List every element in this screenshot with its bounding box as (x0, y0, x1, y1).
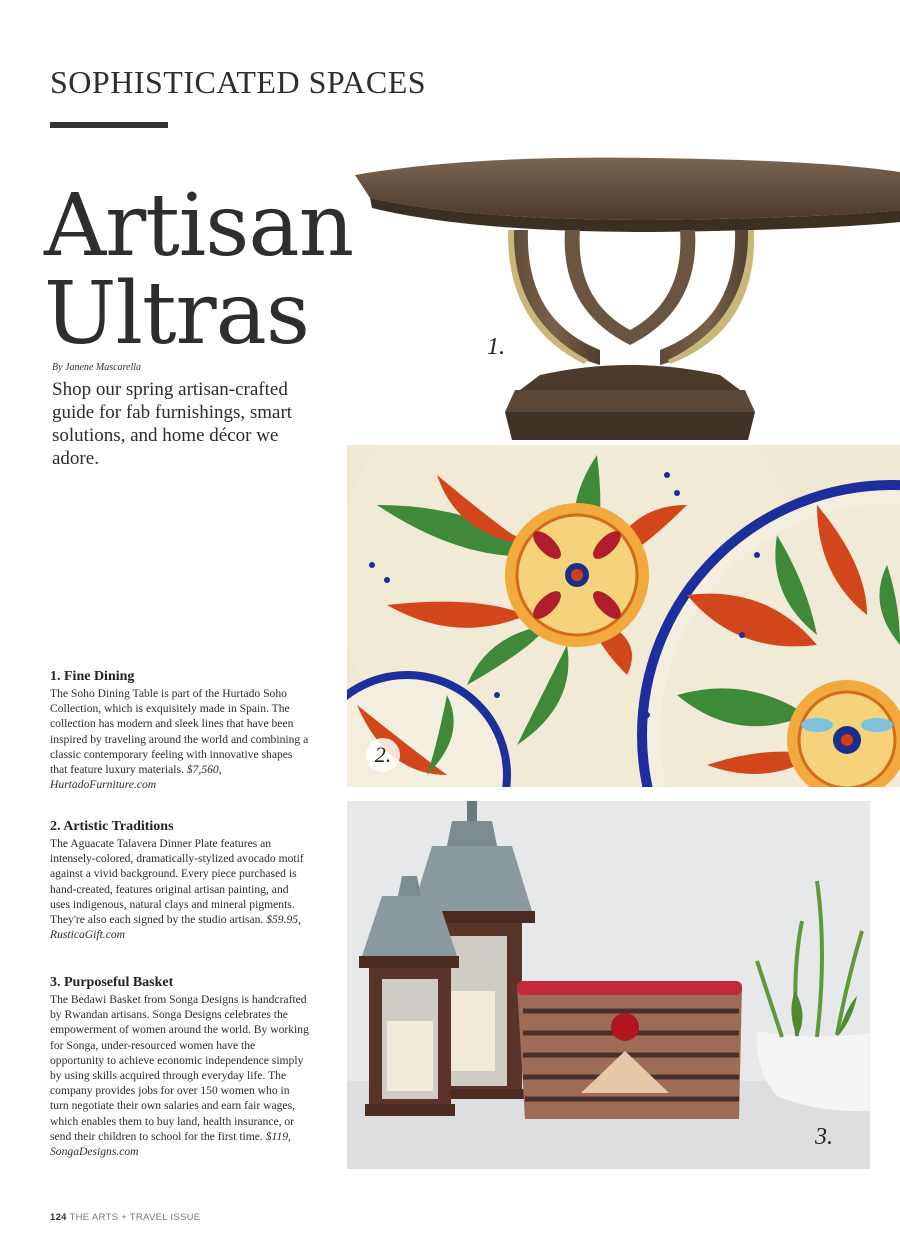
title-rule (50, 122, 168, 128)
item-artistic-traditions (50, 818, 310, 942)
page-footer (50, 1212, 200, 1223)
item-body (50, 836, 310, 942)
item-heading: 1. Fine Dining (50, 669, 135, 684)
item-body (50, 992, 310, 1159)
item-price: $7,560, HurtadoFurniture.com (50, 763, 222, 792)
item-body-text: The Aguacate Talavera Dinner Plate features an intensely-colored, dramatically-stylized avocado motif against a vivid background. Every piece purchased is hand-created, features original artisan painting, and uses indigenous, natural clays and mineral pigments. They're also each signed by the studio artisan. (50, 837, 304, 927)
headline-line-2: Ultras (44, 264, 310, 364)
item-heading: 3. Purposeful Basket (50, 975, 174, 990)
item-price: $119, SongaDesigns.com (50, 1129, 291, 1159)
talavera-plates-image (347, 445, 900, 787)
item-price: $59.95, RusticaGift.com (50, 913, 301, 942)
item-purposeful-basket (50, 974, 310, 1159)
page-headline (44, 176, 354, 364)
issue-name: THE ARTS + TRAVEL ISSUE (69, 1212, 201, 1223)
image-label-3: 3. (815, 1124, 833, 1150)
item-fine-dining (50, 668, 310, 792)
headline-line-1: Artisan (44, 176, 354, 276)
image-label-1: 1. (487, 334, 505, 360)
item-body (50, 686, 310, 792)
item-body-text: The Bedawi Basket from Songa Designs is handcrafted by Rwandan artisans. Songa Designs celebrates the empowerment of women around the world. By working for Songa, under-resourced women have the opportunity to achieve economic independence simply by using skills acquired through everyday life. The company provides jobs for over 150 women who in turn negotiate their own salaries and earn fair wages, which enables them to buy land, health insurance, or send their children to school for the first time. (50, 993, 309, 1143)
basket-lanterns-image (347, 801, 870, 1169)
item-heading: 2. Artistic Traditions (50, 819, 174, 834)
section-title: SOPHISTICATED SPACES (50, 64, 427, 100)
page-number: 124 (50, 1212, 67, 1223)
image-label-2: 2. (366, 738, 400, 772)
dining-table-image (350, 150, 900, 445)
item-body-text: The Soho Dining Table is part of the Hurtado Soho Collection, which is exquisitely made in Spain. The collection has modern and sleek lines that have been inspired by traveling around the world and combining a classic contemporary feeling with innovative shapes that feature luxury materials. (50, 687, 309, 777)
byline: By Janene Mascarella (52, 362, 142, 373)
dek-text: Shop our spring artisan-crafted guide for fab furnishings, smart solutions, and home décor we adore. (52, 379, 293, 469)
